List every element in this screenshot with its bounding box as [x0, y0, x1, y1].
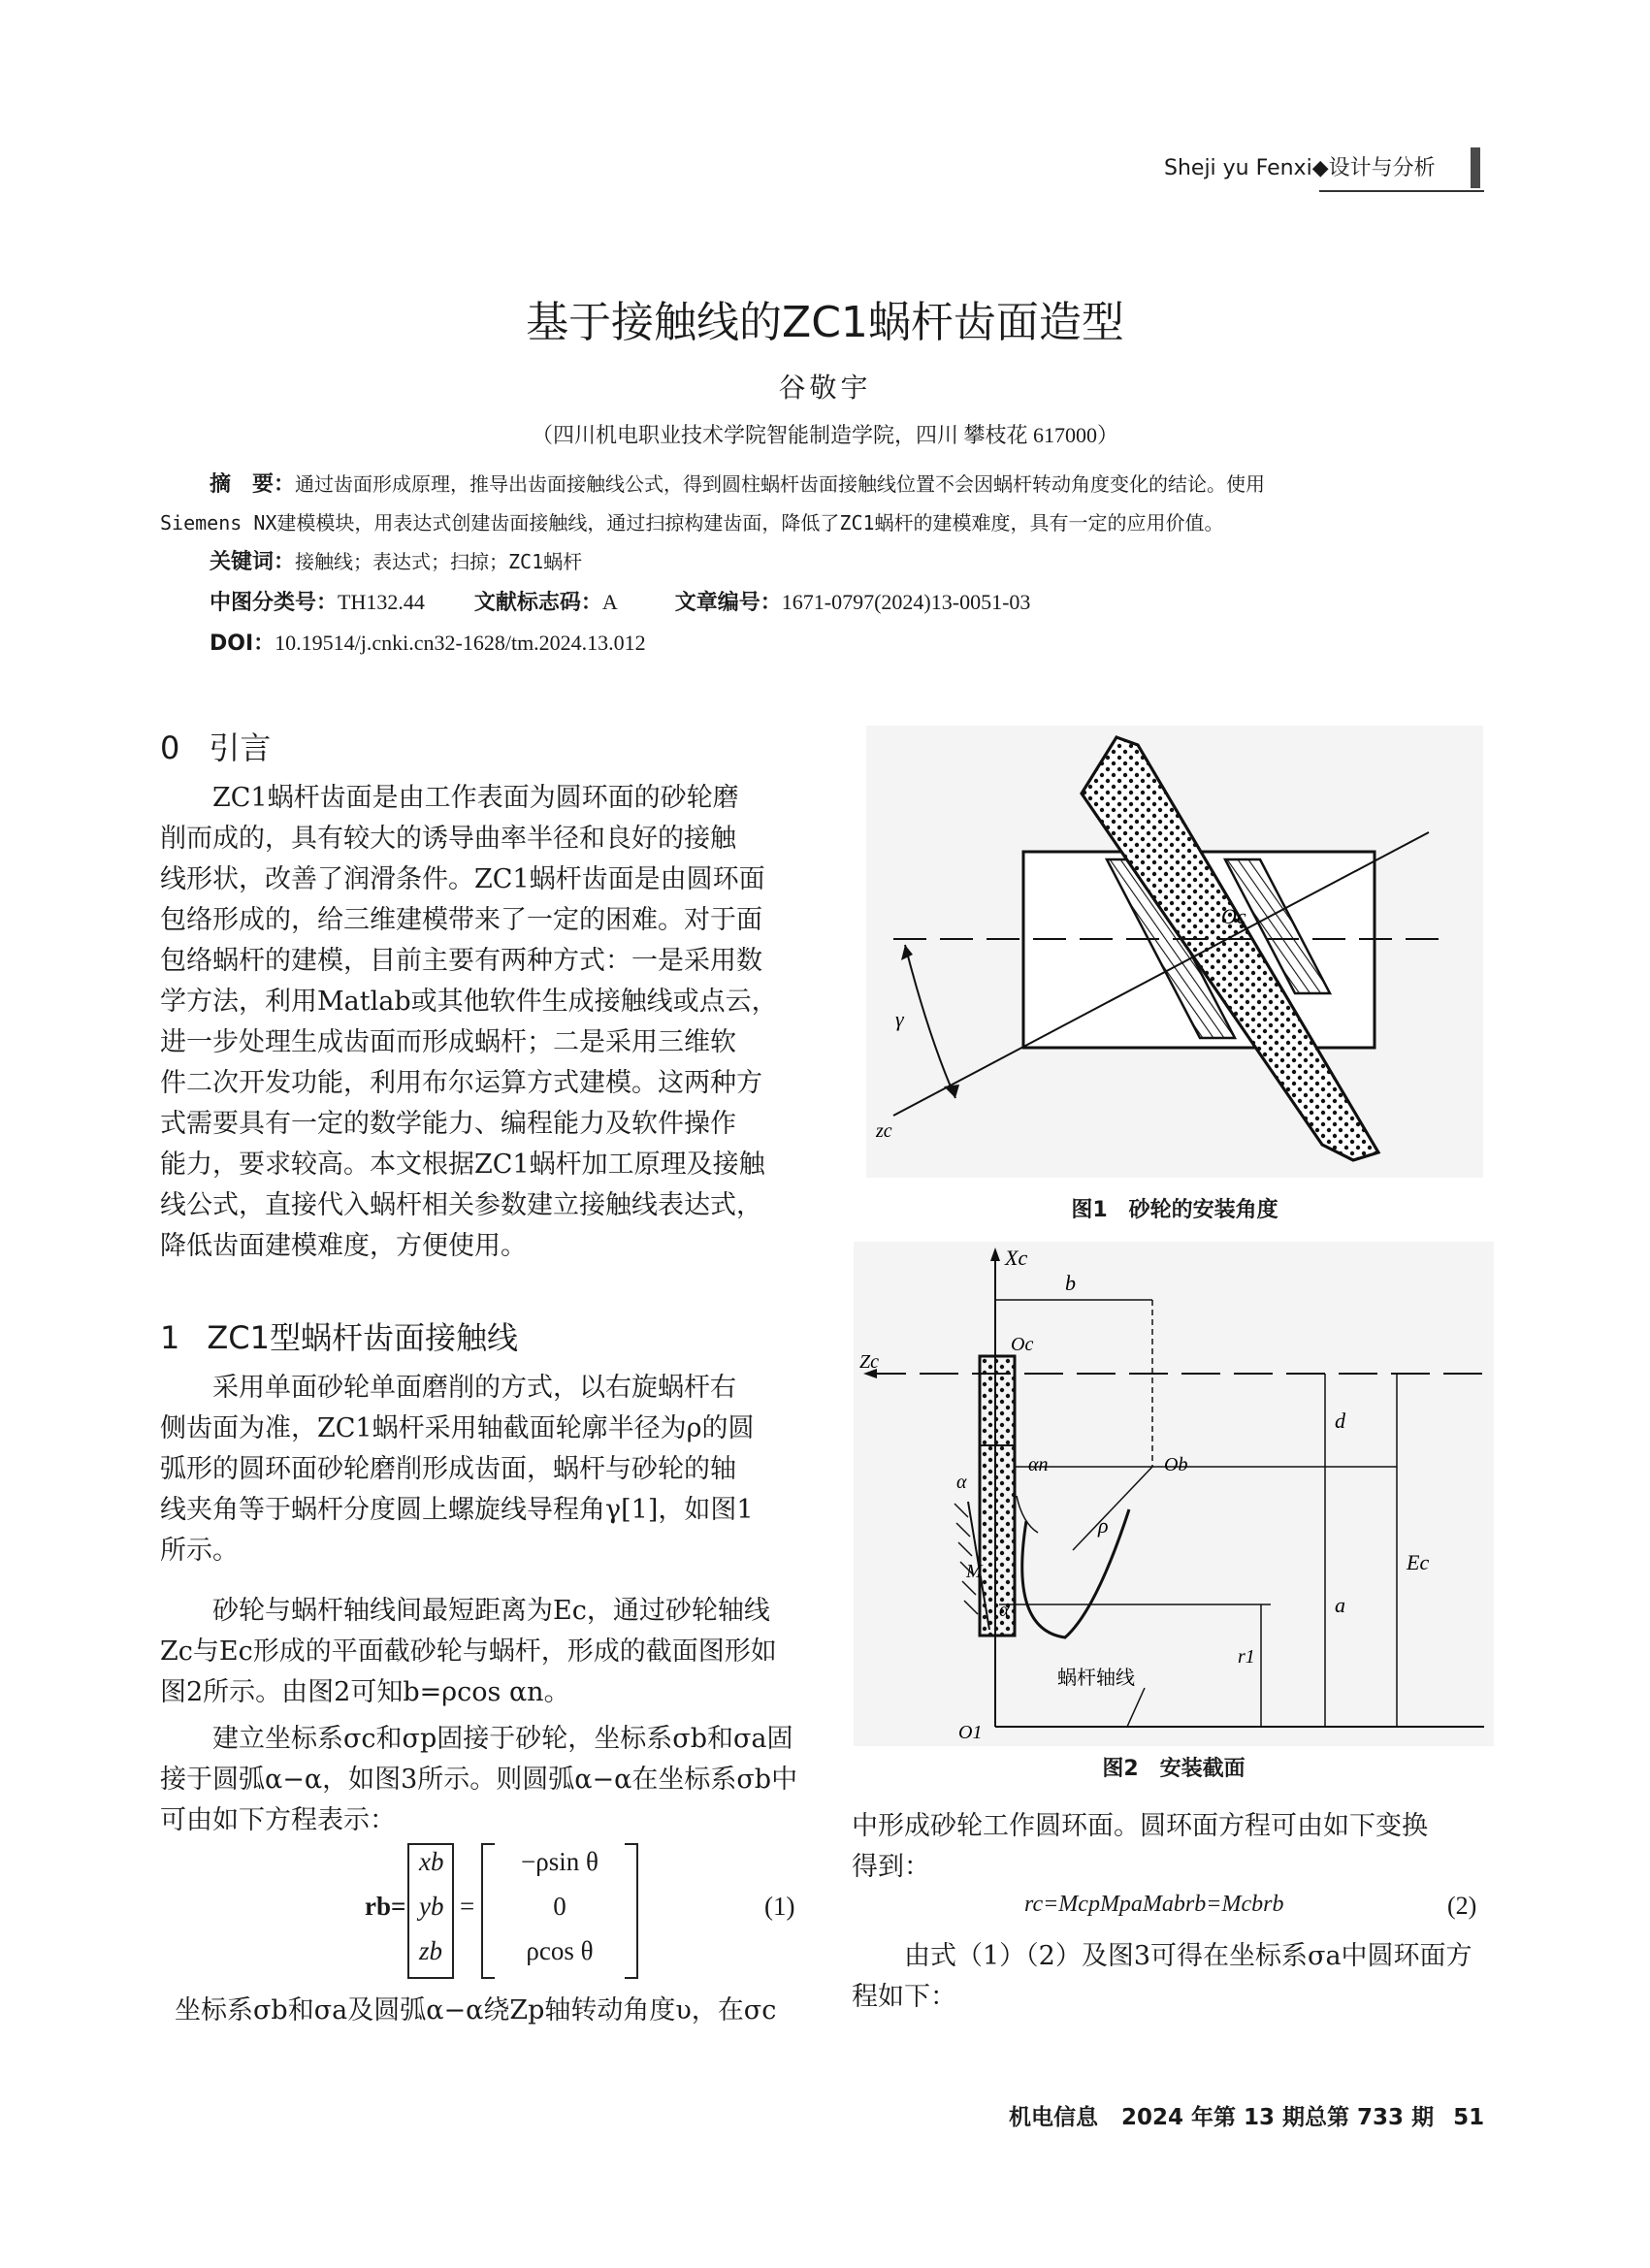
fig1-label-oc: Oc — [1221, 904, 1246, 928]
footer-page: 51 — [1453, 2105, 1485, 2130]
fig2-label-rho: ρ — [1098, 1513, 1109, 1538]
fig1-label-gamma: γ — [895, 1007, 904, 1031]
fig2-label-b: b — [1065, 1271, 1076, 1295]
page-footer — [1009, 2099, 1484, 2131]
article-affiliation: （四川机电职业技术学院智能制造学院，四川 攀枝花 617000） — [531, 423, 1118, 447]
keywords-label: 关键词： — [210, 550, 296, 574]
classification-line — [210, 586, 1030, 620]
intro-line: 式需要具有一定的数学能力、编程能力及软件操作 — [160, 1109, 736, 1139]
eq1-vec2-row3: ρcos θ — [526, 1936, 594, 1965]
keywords-line — [210, 545, 582, 579]
section-1-title: ZC1型蜗杆齿面接触线 — [207, 1319, 518, 1356]
section-0-heading — [160, 724, 271, 768]
s1-line: 侧齿面为准，ZC1蜗杆采用轴截面轮廓半径为ρ的圆 — [160, 1413, 755, 1443]
intro-line: 降低齿面建模难度，方便使用。 — [160, 1231, 527, 1261]
eq1-bracket-right-2 — [625, 1843, 638, 1979]
intro-line: 包络蜗杆的建模，目前主要有两种方式：一是采用数 — [160, 946, 762, 976]
fig2-label-ob: Ob — [1164, 1454, 1188, 1475]
section-1-paragraph-1 — [160, 1368, 805, 1571]
right-paragraph-2 — [852, 1936, 1492, 2018]
s1b-line: Zc与Ec形成的平面截砂轮与蜗杆，形成的截面图形如 — [160, 1636, 777, 1667]
abstract-text-1: 通过齿面形成原理，推导出齿面接触线公式，得到圆柱蜗杆齿面接触线位置不会因蜗杆转动角度变化的结论。使用 — [295, 472, 1266, 496]
eq1-vec2-row2: 0 — [553, 1892, 566, 1921]
fig2-label-o1: O1 — [958, 1722, 983, 1743]
right-text-line: 中形成砂轮工作圆环面。圆环面方程可由如下变换 — [852, 1811, 1428, 1841]
header-pinyin: Sheji yu Fenxi — [1164, 156, 1312, 180]
abstract-label: 摘 要： — [210, 472, 296, 497]
section-0-number: 0 — [160, 729, 180, 766]
eq1-vec1-z: zb — [419, 1936, 443, 1965]
section-1-paragraph-2 — [160, 1591, 805, 1713]
footer-journal: 机电信息 — [1009, 2105, 1098, 2130]
s1c-line: 建立坐标系σc和σp固接于砂轮，坐标系σb和σa固 — [212, 1724, 793, 1754]
doi-line — [210, 627, 646, 661]
s1c-line: 接于圆弧α−α，如图3所示。则圆弧α−α在坐标系σb中 — [160, 1765, 798, 1795]
abstract-line-1 — [210, 468, 1265, 502]
fig2-label-alpha-top: α — [956, 1472, 967, 1493]
intro-line: 能力，要求较高。本文根据ZC1蜗杆加工原理及接触 — [160, 1150, 765, 1180]
article-author: 谷敬宇 — [778, 372, 872, 404]
section-1-heading — [160, 1313, 518, 1358]
running-header — [1164, 151, 1436, 181]
fig2-label-xc: Xc — [1005, 1246, 1028, 1270]
fig2-label-zc: Zc — [859, 1351, 879, 1373]
intro-line: 削而成的，具有较大的诱导曲率半径和良好的接触 — [160, 824, 736, 854]
eq1-equals: = — [460, 1892, 475, 1921]
intro-line: 进一步处理生成齿面而形成蜗杆；二是采用三维软 — [160, 1027, 736, 1057]
section-1-number: 1 — [160, 1319, 180, 1356]
s1-line: 线夹角等于蜗杆分度圆上螺旋线导程角γ[1]，如图1 — [160, 1495, 754, 1525]
eq1-bracket-right-1 — [440, 1843, 454, 1979]
left-last-line: 坐标系σb和σa及圆弧α−α绕Zp轴转动角度υ，在σc — [175, 1995, 777, 2025]
intro-line: 包络形成的，给三维建模带来了一定的困难。对于面 — [160, 905, 762, 935]
abstract-text-2: Siemens NX建模模块，用表达式创建齿面接触线，通过扫掠构建齿面，降低了ZC1蜗杆的建模难度，具有一定的应用价值。 — [160, 511, 1224, 535]
eq1-vec2-row1: −ρsin θ — [521, 1847, 599, 1876]
eq1-vec1-x: xb — [419, 1847, 444, 1876]
figure-2-caption: 图2 安装截面 — [1102, 1757, 1246, 1781]
fig2-label-alpha-n: αn — [1028, 1454, 1049, 1475]
eq2-number: (2) — [1447, 1892, 1477, 1920]
s1b-line: 图2所示。由图2可知b=ρcos αn。 — [160, 1677, 570, 1707]
clc-label: 中图分类号： — [210, 591, 339, 615]
doc-code-label: 文献标志码： — [473, 591, 602, 615]
header-section: 设计与分析 — [1328, 156, 1436, 180]
figure-1-diagram — [866, 726, 1483, 1178]
header-diamond: ◆ — [1311, 156, 1329, 180]
section-0-title: 引言 — [209, 729, 272, 766]
fig2-label-ec: Ec — [1407, 1550, 1430, 1574]
s1b-line: 砂轮与蜗杆轴线间最短距离为Ec，通过砂轮轴线 — [212, 1596, 770, 1626]
fig2-label-m: M — [966, 1561, 983, 1582]
keywords-text: 接触线；表达式；扫掠；ZC1蜗杆 — [295, 550, 583, 573]
s1-line: 采用单面砂轮单面磨削的方式，以右旋蜗杆右 — [212, 1373, 736, 1403]
header-rule — [1319, 190, 1484, 192]
section-1-paragraph-3 — [160, 1719, 805, 1841]
footer-issue: 2024 年第 13 期总第 733 期 — [1121, 2105, 1435, 2130]
s1-line: 所示。 — [160, 1536, 239, 1566]
eq1-vec1-y: yb — [419, 1892, 444, 1921]
right-text-line: 程如下： — [852, 1982, 956, 2012]
header-bar — [1471, 147, 1480, 188]
figure-2-diagram — [854, 1242, 1494, 1746]
intro-line: ZC1蜗杆齿面是由工作表面为圆环面的砂轮磨 — [212, 783, 739, 813]
doc-code-value: A — [601, 590, 618, 614]
s1c-line: 可由如下方程表示： — [160, 1805, 396, 1835]
fig2-label-a: a — [1335, 1593, 1345, 1617]
s1-line: 弧形的圆环面砂轮磨削形成齿面，蜗杆与砂轮的轴 — [160, 1454, 736, 1484]
fig2-label-worm-axis: 蜗杆轴线 — [1057, 1666, 1135, 1689]
equation-2: rc=McpMpaMabrb=Mcbrb — [1024, 1892, 1284, 1917]
figure-1-caption: 图1 砂轮的安装角度 — [1071, 1198, 1278, 1222]
fig1-label-zc: zc — [876, 1120, 892, 1142]
right-text-line: 由式（1）（2）及图3可得在坐标系σa中圆环面方 — [904, 1941, 1472, 1971]
eq1-bracket-left-2 — [481, 1843, 495, 1979]
fig2-label-oc: Oc — [1011, 1334, 1034, 1355]
intro-line: 学方法，利用Matlab或其他软件生成接触线或点云， — [160, 987, 778, 1017]
fig2-label-alpha-bottom: α — [999, 1600, 1010, 1621]
intro-line: 件二次开发功能，利用布尔运算方式建模。这两种方 — [160, 1068, 762, 1098]
eq1-lhs: rb= — [365, 1892, 406, 1921]
fig2-label-d: d — [1335, 1409, 1345, 1433]
fig2-label-r1: r1 — [1238, 1646, 1255, 1668]
equation-1 — [365, 1843, 811, 1979]
article-title: 基于接触线的ZC1蜗杆齿面造型 — [526, 298, 1124, 347]
doi-value: 10.19514/j.cnki.cn32-1628/tm.2024.13.012 — [275, 631, 646, 655]
article-no-value: 1671-0797(2024)13-0051-03 — [781, 590, 1031, 614]
clc-value: TH132.44 — [338, 590, 425, 614]
article-no-label: 文章编号： — [674, 591, 782, 615]
right-text-line: 得到： — [852, 1852, 930, 1882]
right-paragraph-1 — [852, 1806, 1492, 1888]
eq1-number: (1) — [764, 1892, 795, 1921]
intro-line: 线形状，改善了润滑条件。ZC1蜗杆齿面是由圆环面 — [160, 864, 765, 894]
doi-label: DOI： — [210, 632, 275, 656]
intro-line: 线公式，直接代入蜗杆相关参数建立接触线表达式， — [160, 1190, 762, 1220]
intro-paragraph — [160, 778, 805, 1267]
